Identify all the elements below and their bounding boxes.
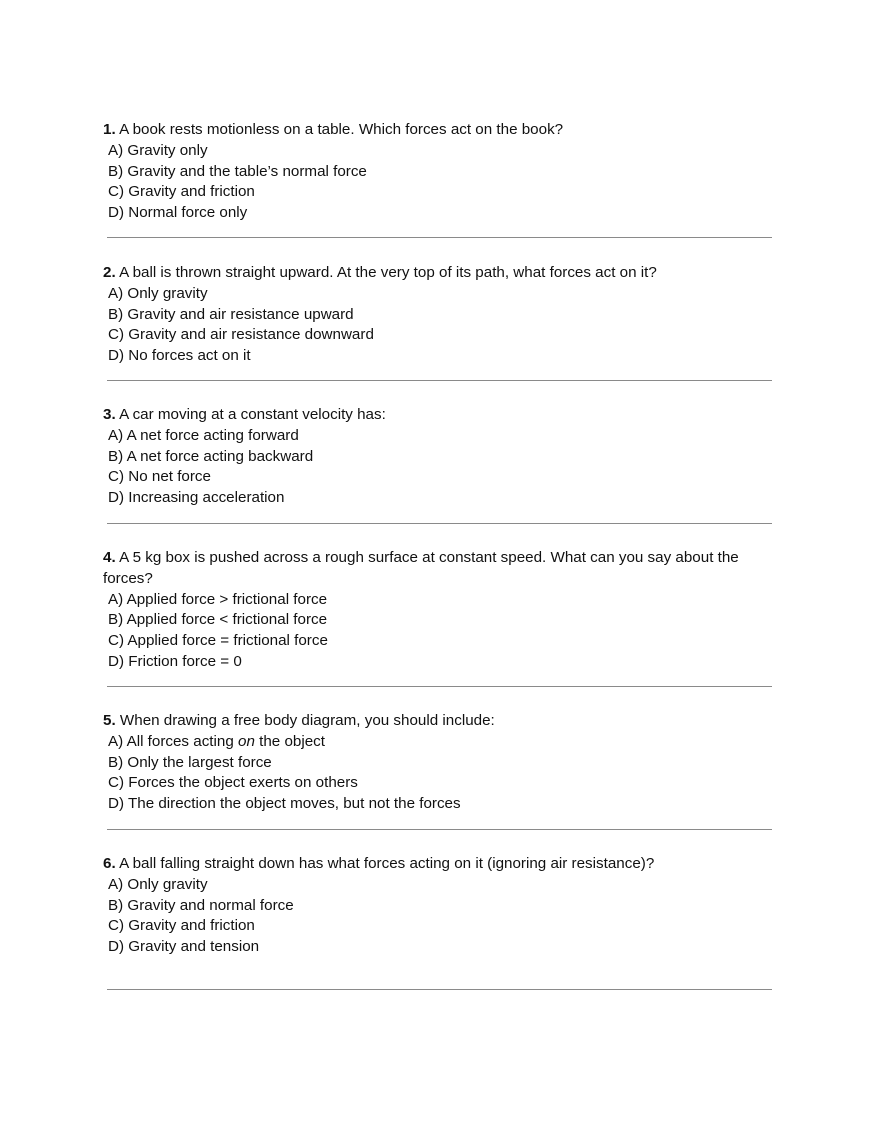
option-c: C) Forces the object exerts on others [108, 774, 358, 792]
option-a: A) Only gravity [108, 875, 208, 893]
question-number: 3. [103, 406, 116, 423]
option-d: D) Increasing acceleration [108, 489, 285, 507]
options-list [103, 875, 771, 958]
option-b: B) Applied force < frictional force [108, 611, 328, 629]
option-a: A) A net force acting forward [108, 426, 299, 444]
question-4 [103, 548, 771, 673]
question-number: 6. [103, 855, 116, 872]
option-b: B) Only the largest force [108, 753, 272, 771]
option-d: D) Normal force only [108, 204, 248, 222]
question-stem [103, 854, 771, 875]
option-a-text-after: the object [254, 732, 325, 750]
question-stem [103, 405, 771, 426]
option-c: C) Gravity and friction [108, 183, 255, 201]
divider [107, 237, 772, 238]
divider [107, 989, 772, 990]
question-text: A 5 kg box is pushed across a rough surface at constant speed. What can you say about the forces? [103, 549, 739, 587]
question-stem [103, 120, 771, 141]
question-1 [103, 120, 771, 224]
question-text: A ball falling straight down has what forces acting on it (ignoring air resistance)? [119, 855, 655, 872]
question-number: 2. [103, 264, 116, 281]
options-list [103, 284, 771, 367]
option-b: B) Gravity and normal force [108, 896, 294, 914]
divider [107, 380, 772, 381]
option-a [103, 732, 771, 753]
option-d: D) Friction force = 0 [108, 652, 242, 670]
option-a-text: A) All forces acting [108, 732, 238, 750]
options-list [103, 590, 771, 673]
option-c: C) Gravity and friction [108, 917, 255, 935]
option-d: D) The direction the object moves, but not the forces [108, 795, 461, 813]
divider [107, 523, 772, 524]
question-text: A car moving at a constant velocity has: [119, 406, 386, 423]
option-a: A) Applied force > frictional force [108, 590, 328, 608]
option-b: B) A net force acting backward [108, 447, 314, 465]
question-stem [103, 548, 771, 590]
question-2 [103, 263, 771, 367]
options-list [103, 141, 771, 224]
divider [107, 829, 772, 830]
option-b: B) Gravity and air resistance upward [108, 305, 354, 323]
option-a-emphasis: on [238, 732, 255, 750]
option-d: D) Gravity and tension [108, 938, 260, 956]
question-text: A book rests motionless on a table. Which forces act on the book? [119, 121, 564, 138]
option-a: A) Gravity only [108, 141, 208, 159]
question-stem [103, 263, 771, 284]
question-text: When drawing a free body diagram, you should include: [119, 712, 495, 729]
option-a: A) Only gravity [108, 284, 208, 302]
question-6 [103, 854, 771, 958]
options-list [103, 426, 771, 509]
question-5 [103, 711, 771, 815]
option-d: D) No forces act on it [108, 347, 251, 365]
option-c: C) Gravity and air resistance downward [108, 326, 374, 344]
options-list [103, 732, 771, 815]
question-stem [103, 711, 771, 732]
question-3 [103, 405, 771, 509]
question-number: 5. [103, 712, 116, 729]
question-number: 1. [103, 121, 116, 138]
option-b: B) Gravity and the table’s normal force [108, 162, 367, 180]
option-c: C) No net force [108, 468, 211, 486]
question-text: A ball is thrown straight upward. At the very top of its path, what forces act on it? [119, 264, 657, 281]
question-number: 4. [103, 549, 116, 566]
option-c: C) Applied force = frictional force [108, 632, 328, 650]
divider [107, 686, 772, 687]
